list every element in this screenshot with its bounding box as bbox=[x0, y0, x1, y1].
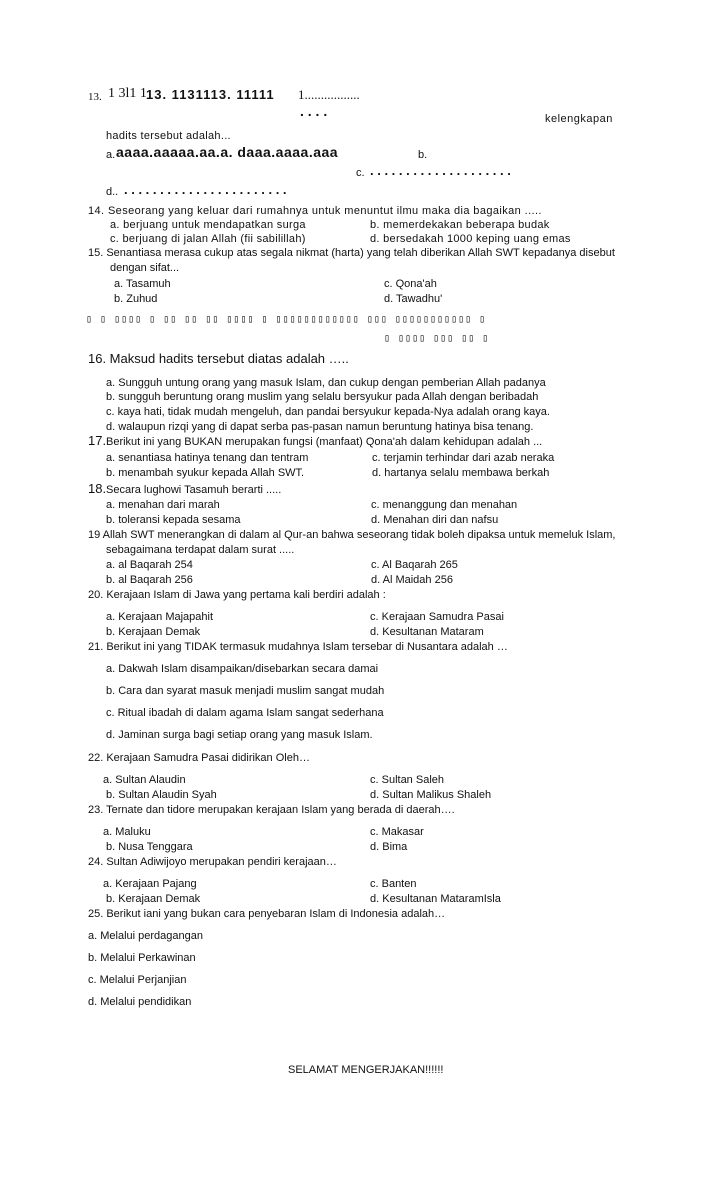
q21-option-c: c. Ritual ibadah di dalam agama Islam sangat sederhana bbox=[106, 707, 384, 719]
q15-option-a: a. Tasamuh bbox=[114, 278, 171, 290]
q20-option-b: b. Kerajaan Demak bbox=[106, 626, 201, 638]
q23-option-b: b. Nusa Tenggara bbox=[106, 841, 193, 853]
hadith-arabic-garbled-line-1: ▯ ▯ ▯▯▯▯ ▯ ▯▯ ▯▯ ▯▯ ▯▯▯▯ ▯ ▯▯▯▯▯▯▯▯▯▯▯▯ ▯▯▯ ▯▯▯▯▯▯▯▯▯▯▯ ▯ bbox=[86, 314, 487, 325]
q22-option-a: a. Sultan Alaudin bbox=[103, 774, 186, 786]
q13-option-a-label: a. bbox=[106, 149, 116, 161]
q17-option-a: a. senantiasa hatinya tenang dan tentram bbox=[106, 452, 309, 464]
q22-option-b: b. Sultan Alaudin Syah bbox=[106, 789, 217, 801]
q24-option-c: c. Banten bbox=[370, 878, 417, 890]
q20-option-c: c. Kerajaan Samudra Pasai bbox=[370, 611, 504, 623]
q13-garbled-bold: 13. 1131113. 11111 bbox=[146, 87, 275, 102]
q14-option-b: b. memerdekakan beberapa budak bbox=[370, 219, 550, 231]
q15-option-c: c. Qona'ah bbox=[384, 278, 437, 290]
q13-word-kelengkapan: kelengkapan bbox=[545, 113, 613, 125]
q19-option-d: d. Al Maidah 256 bbox=[371, 574, 453, 586]
q23-option-d: d. Bima bbox=[370, 841, 408, 853]
q16-option-b: b. sungguh beruntung orang muslim yang selalu bersyukur pada Allah dengan beribadah bbox=[106, 391, 539, 403]
q23-stem: 23. Ternate dan tidore merupakan kerajaan Islam yang berada di daerah…. bbox=[88, 804, 455, 816]
q19-option-c: c. Al Baqarah 265 bbox=[371, 559, 458, 571]
q16-option-c: c. kaya hati, tidak mudah mengeluh, dan pandai bersyukur kepada-Nya adalah orang kaya. bbox=[106, 406, 550, 418]
q25-option-b: b. Melalui Perkawinan bbox=[88, 952, 196, 964]
q13-option-c-label: c. bbox=[356, 167, 365, 179]
q13-stem: hadits tersebut adalah... bbox=[106, 130, 231, 142]
q21-option-d: d. Jaminan surga bagi setiap orang yang masuk Islam. bbox=[106, 729, 373, 741]
hadith-arabic-garbled-line-2: ▯ ▯▯▯▯ ▯▯▯ ▯▯ ▯ bbox=[384, 333, 490, 344]
q21-option-a: a. Dakwah Islam disampaikan/disebarkan secara damai bbox=[106, 663, 379, 675]
q20-option-a: a. Kerajaan Majapahit bbox=[106, 611, 214, 623]
q17-number: 17. bbox=[88, 433, 107, 448]
q17-option-c: c. terjamin terhindar dari azab neraka bbox=[372, 452, 555, 464]
q14-option-d: d. bersedakah 1000 keping uang emas bbox=[370, 233, 571, 245]
q14-option-c: c. berjuang di jalan Allah (fii sabilillah) bbox=[110, 233, 306, 245]
q18-option-c: c. menanggung dan menahan bbox=[371, 499, 518, 511]
q19-stem-cont: sebagaimana terdapat dalam surat ..... bbox=[106, 544, 295, 556]
q13-option-b: b. bbox=[418, 149, 428, 161]
q15-option-d: d. Tawadhu' bbox=[384, 293, 443, 305]
q23-option-a: a. Maluku bbox=[103, 826, 151, 838]
q13-number: 13. bbox=[88, 91, 102, 103]
q24-option-b: b. Kerajaan Demak bbox=[106, 893, 201, 905]
q20-option-d: d. Kesultanan Mataram bbox=[370, 626, 484, 638]
q15-stem-cont: dengan sifat... bbox=[110, 262, 180, 274]
q13-option-d: . . . . . . . . . . . . . . . . . . . . . . . bbox=[124, 182, 287, 197]
q18-number: 18. bbox=[88, 481, 107, 496]
q25-stem: 25. Berikut iani yang bukan cara penyebaran Islam di Indonesia adalah… bbox=[88, 908, 446, 920]
q14-stem: 14. Seseorang yang keluar dari rumahnya untuk menuntut ilmu maka dia bagaikan ..... bbox=[88, 205, 542, 217]
q22-option-d: d. Sultan Malikus Shaleh bbox=[370, 789, 492, 801]
q18-option-d: d. Menahan diri dan nafsu bbox=[371, 514, 499, 526]
q15-option-b: b. Zuhud bbox=[114, 293, 158, 305]
q18-option-a: a. menahan dari marah bbox=[106, 499, 220, 511]
q19-option-a: a. al Baqarah 254 bbox=[106, 559, 193, 571]
q17-stem: Berikut ini yang BUKAN merupakan fungsi (manfaat) Qona'ah dalam kehidupan adalah ... bbox=[106, 436, 543, 448]
q25-option-d: d. Melalui pendidikan bbox=[88, 996, 192, 1008]
q13-option-d-label: d.. bbox=[106, 186, 119, 198]
q24-option-a: a. Kerajaan Pajang bbox=[103, 878, 197, 890]
closing-text: SELAMAT MENGERJAKAN!!!!!! bbox=[288, 1064, 444, 1076]
q21-option-b: b. Cara dan syarat masuk menjadi muslim sangat mudah bbox=[106, 685, 385, 697]
q15-stem: 15. Senantiasa merasa cukup atas segala nikmat (harta) yang telah diberikan Allah SWT kepadanya disebut bbox=[88, 247, 615, 259]
q16-option-a: a. Sungguh untung orang yang masuk Islam, dan cukup dengan pemberian Allah padanya bbox=[106, 377, 546, 389]
q20-stem: 20. Kerajaan Islam di Jawa yang pertama kali berdiri adalah : bbox=[88, 589, 386, 601]
q13-option-a: aaaa.aaaaa.aa.a. daaa.aaaa.aaa bbox=[116, 144, 339, 160]
q22-stem: 22. Kerajaan Samudra Pasai didirikan Oleh… bbox=[88, 752, 310, 764]
q21-stem: 21. Berikut ini yang TIDAK termasuk mudahnya Islam tersebar di Nusantara adalah … bbox=[88, 641, 508, 653]
q13-garbled-text: 1 3l1 1 bbox=[108, 86, 147, 101]
q19-stem: 19 Allah SWT menerangkan di dalam al Qur-an bahwa seseorang tidak boleh dipaksa untuk memeluk Islam, bbox=[88, 529, 616, 541]
q24-stem: 24. Sultan Adiwijoyo merupakan pendiri kerajaan… bbox=[88, 856, 337, 868]
q18-stem: Secara lughowi Tasamuh berarti ..... bbox=[106, 484, 282, 496]
q13-option-c: . . . . . . . . . . . . . . . . . . . . bbox=[370, 163, 511, 178]
q17-option-d: d. hartanya selalu membawa berkah bbox=[372, 467, 550, 479]
q18-option-b: b. toleransi kepada sesama bbox=[106, 514, 241, 526]
q13-dots: . . . . bbox=[300, 103, 328, 119]
q22-option-c: c. Sultan Saleh bbox=[370, 774, 444, 786]
q16-option-d: d. walaupun rizqi yang di dapat serba pas-pasan namun beruntung hatinya bisa tenang. bbox=[106, 421, 534, 433]
q25-option-a: a. Melalui perdagangan bbox=[88, 930, 203, 942]
q14-option-a: a. berjuang untuk mendapatkan surga bbox=[110, 219, 306, 231]
q16-stem: 16. Maksud hadits tersebut diatas adalah ….. bbox=[88, 351, 349, 366]
q24-option-d: d. Kesultanan MataramIsla bbox=[370, 893, 501, 905]
q17-option-b: b. menambah syukur kepada Allah SWT. bbox=[106, 467, 305, 479]
q25-option-c: c. Melalui Perjanjian bbox=[88, 974, 187, 986]
q19-option-b: b. al Baqarah 256 bbox=[106, 574, 193, 586]
q23-option-c: c. Makasar bbox=[370, 826, 424, 838]
q13-garbled-tail: 1................. bbox=[298, 87, 360, 102]
